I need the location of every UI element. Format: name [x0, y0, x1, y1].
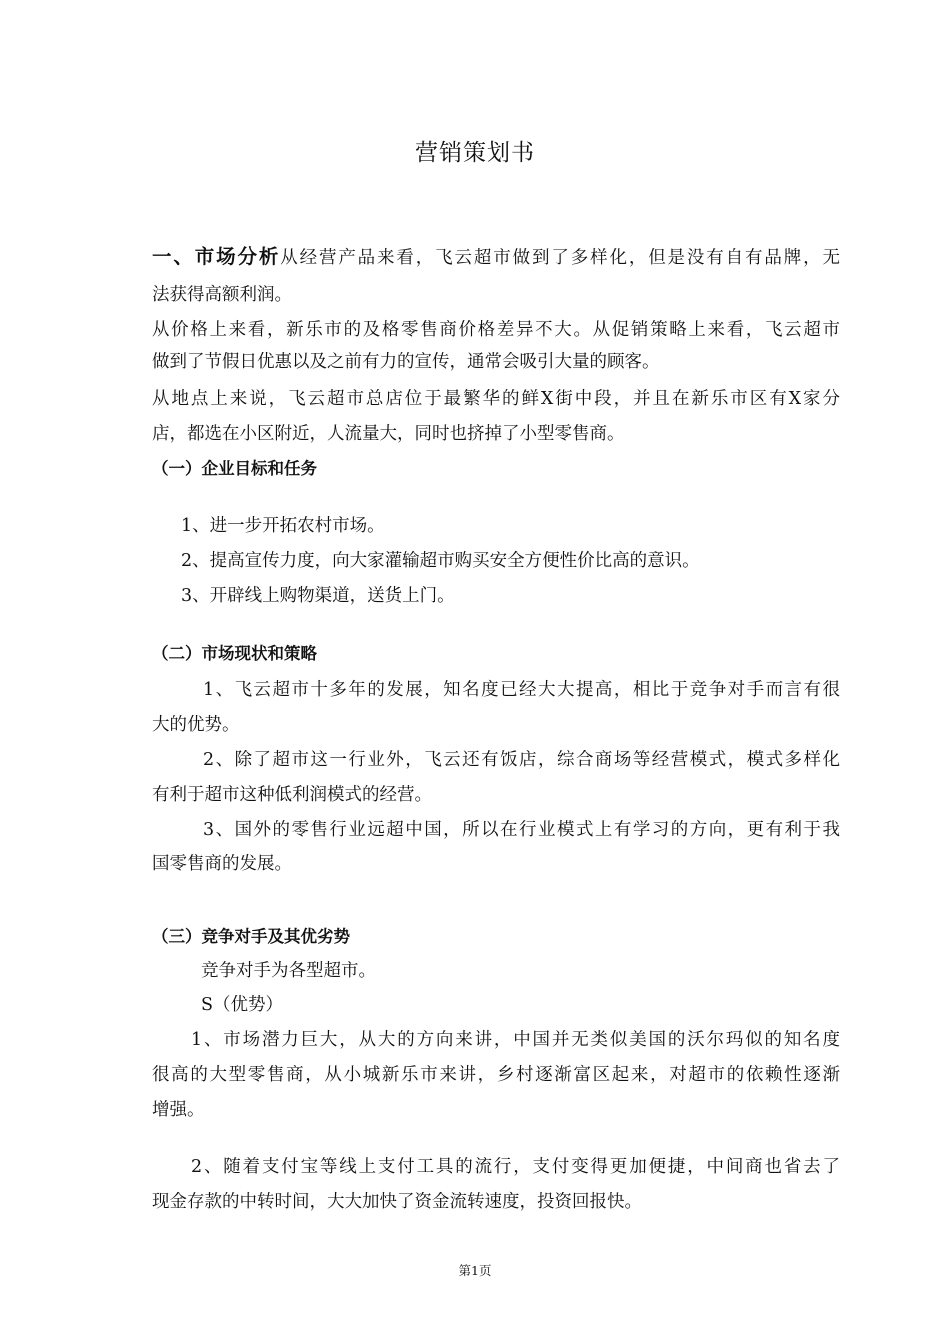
subsection1-item-3: 3、开辟线上购物渠道，送货上门。: [181, 586, 455, 606]
section1-first-line: [152, 245, 840, 270]
subsection3-strengths-label: S（优势）: [201, 995, 283, 1015]
subsection1-heading: （一）企业目标和任务: [152, 459, 317, 478]
section1-p3-line1: 从地点上来说，飞云超市总店位于最繁华的鲜X街中段，并且在新乐市区有X家分: [152, 389, 840, 409]
section1-p3-line2: 店，都选在小区附近，人流量大，同时也挤掉了小型零售商。: [152, 424, 625, 444]
subsection2-item2-line2: 有利于超市这种低利润模式的经营。: [152, 785, 432, 805]
section1-p2-line2: 做到了节假日优惠以及之前有力的宣传，通常会吸引大量的顾客。: [152, 352, 660, 372]
subsection3-heading: （三）竞争对手及其优劣势: [152, 927, 350, 946]
section1-heading: 一、市场分析: [152, 245, 281, 268]
subsection3-item1-line1: 1、市场潜力巨大，从大的方向来讲，中国并无类似美国的沃尔玛似的知名度: [191, 1030, 840, 1050]
subsection3-item1-line3: 增强。: [152, 1100, 205, 1120]
subsection3-item2-line1: 2、随着支付宝等线上支付工具的流行，支付变得更加便捷，中间商也省去了: [191, 1157, 840, 1177]
subsection3-intro: 竞争对手为各型超市。: [201, 961, 376, 981]
subsection1-item-1: 1、进一步开拓农村市场。: [181, 516, 385, 536]
subsection2-item3-line2: 国零售商的发展。: [152, 854, 292, 874]
subsection1-item-2: 2、提高宣传力度，向大家灌输超市购买安全方便性价比高的意识。: [181, 551, 700, 571]
subsection2-heading: （二）市场现状和策略: [152, 644, 317, 663]
section1-p1-line1: 从经营产品来看，飞云超市做到了多样化，但是没有自有品牌，无: [280, 248, 840, 268]
subsection3-item1-line2: 很高的大型零售商，从小城新乐市来讲，乡村逐渐富区起来，对超市的依赖性逐渐: [152, 1065, 840, 1085]
document-title: 营销策划书: [415, 140, 535, 166]
subsection3-item2-line2: 现金存款的中转时间，大大加快了资金流转速度，投资回报快。: [152, 1192, 642, 1212]
section1-p2-line1: 从价格上来看，新乐市的及格零售商价格差异不大。从促销策略上来看，飞云超市: [152, 320, 840, 340]
section1-p1-line2: 法获得高额利润。: [152, 285, 292, 305]
subsection2-item3-line1: 3、国外的零售行业远超中国，所以在行业模式上有学习的方向，更有利于我: [203, 820, 840, 840]
page-number: 第1页: [458, 1263, 492, 1278]
subsection2-item1-line1: 1、飞云超市十多年的发展，知名度已经大大提高，相比于竞争对手而言有很: [203, 680, 840, 700]
subsection2-item2-line1: 2、除了超市这一行业外，飞云还有饭店，综合商场等经营模式，模式多样化: [203, 750, 840, 770]
subsection2-item1-line2: 大的优势。: [152, 715, 240, 735]
